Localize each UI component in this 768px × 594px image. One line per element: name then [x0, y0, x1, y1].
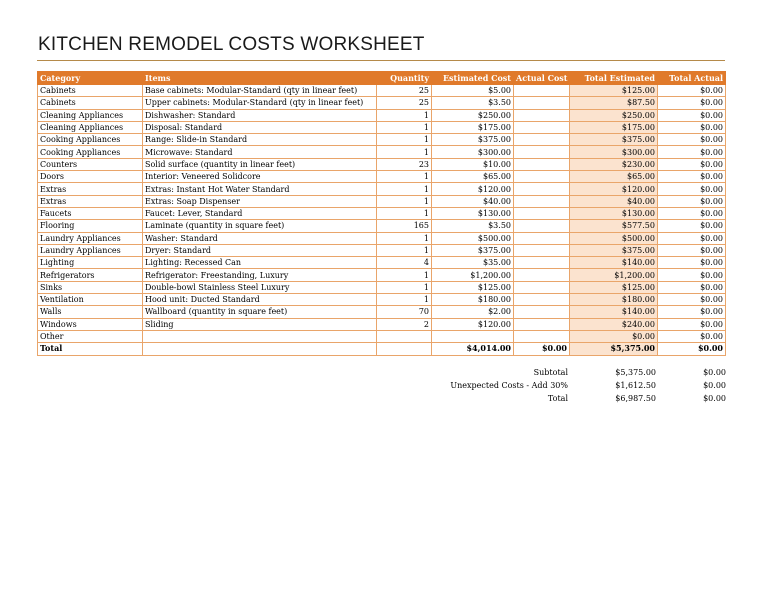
- cell-quantity[interactable]: 1: [377, 294, 432, 306]
- cell-item[interactable]: Microwave: Standard: [143, 146, 377, 158]
- cell-item[interactable]: Lighting: Recessed Can: [143, 257, 377, 269]
- cell-total-actual[interactable]: $0.00: [658, 97, 726, 109]
- cell-item[interactable]: Dryer: Standard: [143, 244, 377, 256]
- cell-quantity[interactable]: 1: [377, 281, 432, 293]
- cell-actual-cost[interactable]: [514, 158, 570, 170]
- column-header-items[interactable]: Items: [143, 72, 377, 85]
- cell-actual-cost[interactable]: [514, 244, 570, 256]
- cell-category[interactable]: Extras: [38, 195, 143, 207]
- cell-category[interactable]: Cooking Appliances: [38, 146, 143, 158]
- cell-estimated-cost[interactable]: $1,200.00: [432, 269, 514, 281]
- cell-category[interactable]: Counters: [38, 158, 143, 170]
- cell-quantity[interactable]: [377, 330, 432, 342]
- summary-label: Unexpected Costs - Add 30%: [450, 381, 568, 390]
- cell-category[interactable]: Ventilation: [38, 294, 143, 306]
- cell-category[interactable]: Cabinets: [38, 97, 143, 109]
- cell-total-estimated[interactable]: $175.00: [570, 121, 658, 133]
- total-quantity-empty[interactable]: [377, 343, 432, 355]
- summary-estimated[interactable]: $5,375.00: [615, 368, 656, 377]
- table-row: [38, 171, 726, 183]
- cell-actual-cost[interactable]: [514, 318, 570, 330]
- cell-estimated-cost[interactable]: $2.00: [432, 306, 514, 318]
- cell-category[interactable]: Walls: [38, 306, 143, 318]
- column-header-actual-cost[interactable]: Actual Cost: [514, 72, 570, 85]
- cell-item[interactable]: Interior: Veneered Solidcore: [143, 171, 377, 183]
- table-row: [38, 330, 726, 342]
- cell-estimated-cost[interactable]: $250.00: [432, 109, 514, 121]
- cell-estimated-cost[interactable]: $130.00: [432, 207, 514, 219]
- table-row: [38, 232, 726, 244]
- cell-quantity[interactable]: 1: [377, 146, 432, 158]
- cell-category[interactable]: Windows: [38, 318, 143, 330]
- cell-actual-cost[interactable]: [514, 232, 570, 244]
- cell-actual-cost[interactable]: [514, 207, 570, 219]
- cell-estimated-cost[interactable]: $120.00: [432, 318, 514, 330]
- cell-estimated-cost[interactable]: $3.50: [432, 220, 514, 232]
- summary-estimated[interactable]: $1,612.50: [615, 381, 656, 390]
- cell-item[interactable]: Upper cabinets: Modular-Standard (qty in linear feet): [143, 97, 377, 109]
- cell-total-estimated[interactable]: $577.50: [570, 220, 658, 232]
- cell-total-actual[interactable]: $0.00: [658, 306, 726, 318]
- cell-actual-cost[interactable]: [514, 146, 570, 158]
- cell-quantity[interactable]: 1: [377, 183, 432, 195]
- cell-total-actual[interactable]: $0.00: [658, 195, 726, 207]
- total-estimated-cost[interactable]: $4,014.00: [432, 343, 514, 355]
- cell-quantity[interactable]: 1: [377, 195, 432, 207]
- total-label[interactable]: Total: [38, 343, 143, 355]
- total-total-actual[interactable]: $0.00: [658, 343, 726, 355]
- cell-actual-cost[interactable]: [514, 330, 570, 342]
- cell-total-estimated[interactable]: $230.00: [570, 158, 658, 170]
- cell-item[interactable]: Wallboard (quantity in square feet): [143, 306, 377, 318]
- table-row: [38, 281, 726, 293]
- table-row: [38, 121, 726, 133]
- cell-estimated-cost[interactable]: $35.00: [432, 257, 514, 269]
- table-row: [38, 244, 726, 256]
- cell-category[interactable]: Other: [38, 330, 143, 342]
- cell-estimated-cost[interactable]: $65.00: [432, 171, 514, 183]
- cell-total-estimated[interactable]: $375.00: [570, 134, 658, 146]
- cell-total-estimated[interactable]: $250.00: [570, 109, 658, 121]
- summary-label: Total: [547, 394, 568, 403]
- cell-total-actual[interactable]: $0.00: [658, 158, 726, 170]
- cell-quantity[interactable]: 23: [377, 158, 432, 170]
- column-header-quantity[interactable]: Quantity: [377, 72, 432, 85]
- total-items-empty[interactable]: [143, 343, 377, 355]
- cell-total-estimated[interactable]: $500.00: [570, 232, 658, 244]
- cell-category[interactable]: Cleaning Appliances: [38, 109, 143, 121]
- cell-total-actual[interactable]: $0.00: [658, 232, 726, 244]
- cell-item[interactable]: Range: Slide-in Standard: [143, 134, 377, 146]
- cell-actual-cost[interactable]: [514, 220, 570, 232]
- table-row: [38, 97, 726, 109]
- cell-quantity[interactable]: 2: [377, 318, 432, 330]
- summary-actual[interactable]: $0.00: [703, 381, 726, 390]
- cell-quantity[interactable]: 1: [377, 134, 432, 146]
- summary-row: [420, 392, 728, 405]
- cell-total-actual[interactable]: $0.00: [658, 121, 726, 133]
- cell-total-actual[interactable]: $0.00: [658, 109, 726, 121]
- cell-total-actual[interactable]: $0.00: [658, 257, 726, 269]
- cell-estimated-cost[interactable]: [432, 330, 514, 342]
- column-header-estimated-cost[interactable]: Estimated Cost: [432, 72, 514, 85]
- summary-row: [420, 379, 728, 392]
- cell-item[interactable]: Disposal: Standard: [143, 121, 377, 133]
- cell-estimated-cost[interactable]: $375.00: [432, 244, 514, 256]
- cell-category[interactable]: Cabinets: [38, 85, 143, 97]
- cell-item[interactable]: Double-bowl Stainless Steel Luxury: [143, 281, 377, 293]
- cell-actual-cost[interactable]: [514, 171, 570, 183]
- cell-actual-cost[interactable]: [514, 269, 570, 281]
- cell-actual-cost[interactable]: [514, 306, 570, 318]
- cell-estimated-cost[interactable]: $300.00: [432, 146, 514, 158]
- table-row: [38, 257, 726, 269]
- cell-estimated-cost[interactable]: $125.00: [432, 281, 514, 293]
- cell-estimated-cost[interactable]: $3.50: [432, 97, 514, 109]
- cell-item[interactable]: Washer: Standard: [143, 232, 377, 244]
- cell-quantity[interactable]: 4: [377, 257, 432, 269]
- summary-row: [420, 366, 728, 379]
- cell-total-estimated[interactable]: $140.00: [570, 257, 658, 269]
- summary-actual[interactable]: $0.00: [703, 368, 726, 377]
- cell-quantity[interactable]: 1: [377, 121, 432, 133]
- cell-actual-cost[interactable]: [514, 183, 570, 195]
- table-row: [38, 109, 726, 121]
- cell-estimated-cost[interactable]: $5.00: [432, 85, 514, 97]
- table-row: [38, 318, 726, 330]
- table-row: [38, 85, 726, 97]
- total-actual-cost[interactable]: $0.00: [514, 343, 570, 355]
- cell-actual-cost[interactable]: [514, 134, 570, 146]
- cell-total-actual[interactable]: $0.00: [658, 318, 726, 330]
- cell-estimated-cost[interactable]: $175.00: [432, 121, 514, 133]
- cell-category[interactable]: Laundry Appliances: [38, 232, 143, 244]
- cell-actual-cost[interactable]: [514, 281, 570, 293]
- cell-quantity[interactable]: 70: [377, 306, 432, 318]
- cell-category[interactable]: Cleaning Appliances: [38, 121, 143, 133]
- cell-actual-cost[interactable]: [514, 85, 570, 97]
- cell-item[interactable]: Solid surface (quantity in linear feet): [143, 158, 377, 170]
- cell-estimated-cost[interactable]: $10.00: [432, 158, 514, 170]
- summary-table: [420, 366, 728, 405]
- cell-category[interactable]: Cooking Appliances: [38, 134, 143, 146]
- cell-total-actual[interactable]: $0.00: [658, 171, 726, 183]
- cell-category[interactable]: Lighting: [38, 257, 143, 269]
- cell-total-actual[interactable]: $0.00: [658, 220, 726, 232]
- cell-total-actual[interactable]: $0.00: [658, 207, 726, 219]
- cell-total-estimated[interactable]: $300.00: [570, 146, 658, 158]
- table-row: [38, 207, 726, 219]
- cell-total-actual[interactable]: $0.00: [658, 85, 726, 97]
- table-row: [38, 294, 726, 306]
- table-row: [38, 134, 726, 146]
- cell-estimated-cost[interactable]: $500.00: [432, 232, 514, 244]
- cell-item[interactable]: Hood unit: Ducted Standard: [143, 294, 377, 306]
- cell-total-estimated[interactable]: $87.50: [570, 97, 658, 109]
- cell-total-actual[interactable]: $0.00: [658, 183, 726, 195]
- cell-quantity[interactable]: 1: [377, 207, 432, 219]
- cell-actual-cost[interactable]: [514, 109, 570, 121]
- cell-quantity[interactable]: 1: [377, 109, 432, 121]
- cell-total-actual[interactable]: $0.00: [658, 281, 726, 293]
- cell-quantity[interactable]: 1: [377, 244, 432, 256]
- total-total-estimated[interactable]: $5,375.00: [570, 343, 658, 355]
- title-divider: [37, 60, 725, 61]
- cell-item[interactable]: Base cabinets: Modular-Standard (qty in linear feet): [143, 85, 377, 97]
- table-row: [38, 195, 726, 207]
- cell-total-estimated[interactable]: $140.00: [570, 306, 658, 318]
- cell-quantity[interactable]: 25: [377, 97, 432, 109]
- cell-total-actual[interactable]: $0.00: [658, 269, 726, 281]
- table-header-row: [38, 72, 726, 85]
- cell-category[interactable]: Sinks: [38, 281, 143, 293]
- column-header-category[interactable]: Category: [38, 72, 143, 85]
- cell-item[interactable]: [143, 330, 377, 342]
- summary-estimated[interactable]: $6,987.50: [615, 394, 656, 403]
- cell-total-estimated[interactable]: $65.00: [570, 171, 658, 183]
- cell-quantity[interactable]: 1: [377, 232, 432, 244]
- summary-label: Subtotal: [533, 368, 568, 377]
- cell-total-estimated[interactable]: $130.00: [570, 207, 658, 219]
- cell-estimated-cost[interactable]: $120.00: [432, 183, 514, 195]
- cell-actual-cost[interactable]: [514, 257, 570, 269]
- column-header-total-actual[interactable]: Total Actual: [658, 72, 726, 85]
- cell-total-actual[interactable]: $0.00: [658, 244, 726, 256]
- column-header-total-estimated[interactable]: Total Estimated: [570, 72, 658, 85]
- cell-quantity[interactable]: 1: [377, 171, 432, 183]
- table-row: [38, 306, 726, 318]
- cell-total-actual[interactable]: $0.00: [658, 146, 726, 158]
- cell-total-estimated[interactable]: $120.00: [570, 183, 658, 195]
- table-row: [38, 146, 726, 158]
- cell-item[interactable]: Sliding: [143, 318, 377, 330]
- cell-total-estimated[interactable]: $40.00: [570, 195, 658, 207]
- table-row: [38, 183, 726, 195]
- table-row: [38, 158, 726, 170]
- cell-category[interactable]: Laundry Appliances: [38, 244, 143, 256]
- cell-actual-cost[interactable]: [514, 195, 570, 207]
- cell-item[interactable]: Faucet: Lever, Standard: [143, 207, 377, 219]
- cell-total-actual[interactable]: $0.00: [658, 330, 726, 342]
- cell-item[interactable]: Dishwasher: Standard: [143, 109, 377, 121]
- cell-actual-cost[interactable]: [514, 121, 570, 133]
- table-row: [38, 220, 726, 232]
- cell-total-estimated[interactable]: $125.00: [570, 281, 658, 293]
- cell-total-actual[interactable]: $0.00: [658, 134, 726, 146]
- cell-item[interactable]: Laminate (quantity in square feet): [143, 220, 377, 232]
- cell-total-estimated[interactable]: $1,200.00: [570, 269, 658, 281]
- cell-total-estimated[interactable]: $240.00: [570, 318, 658, 330]
- cell-total-estimated[interactable]: $180.00: [570, 294, 658, 306]
- cell-estimated-cost[interactable]: $40.00: [432, 195, 514, 207]
- total-row: [38, 343, 726, 355]
- cell-category[interactable]: Extras: [38, 183, 143, 195]
- cell-quantity[interactable]: 25: [377, 85, 432, 97]
- cell-total-estimated[interactable]: $125.00: [570, 85, 658, 97]
- cell-estimated-cost[interactable]: $180.00: [432, 294, 514, 306]
- cell-item[interactable]: Extras: Soap Dispenser: [143, 195, 377, 207]
- cell-category[interactable]: Doors: [38, 171, 143, 183]
- summary-actual[interactable]: $0.00: [703, 394, 726, 403]
- cell-actual-cost[interactable]: [514, 97, 570, 109]
- cell-total-actual[interactable]: $0.00: [658, 294, 726, 306]
- cell-estimated-cost[interactable]: $375.00: [432, 134, 514, 146]
- cell-total-estimated[interactable]: $375.00: [570, 244, 658, 256]
- costs-table: [37, 71, 726, 356]
- cell-item[interactable]: Refrigerator: Freestanding, Luxury: [143, 269, 377, 281]
- table-row: [38, 269, 726, 281]
- cell-item[interactable]: Extras: Instant Hot Water Standard: [143, 183, 377, 195]
- cell-category[interactable]: Flooring: [38, 220, 143, 232]
- cell-total-estimated[interactable]: $0.00: [570, 330, 658, 342]
- cell-actual-cost[interactable]: [514, 294, 570, 306]
- cell-quantity[interactable]: 165: [377, 220, 432, 232]
- page-title: KITCHEN REMODEL COSTS WORKSHEET: [38, 34, 425, 55]
- cell-category[interactable]: Refrigerators: [38, 269, 143, 281]
- cell-quantity[interactable]: 1: [377, 269, 432, 281]
- cell-category[interactable]: Faucets: [38, 207, 143, 219]
